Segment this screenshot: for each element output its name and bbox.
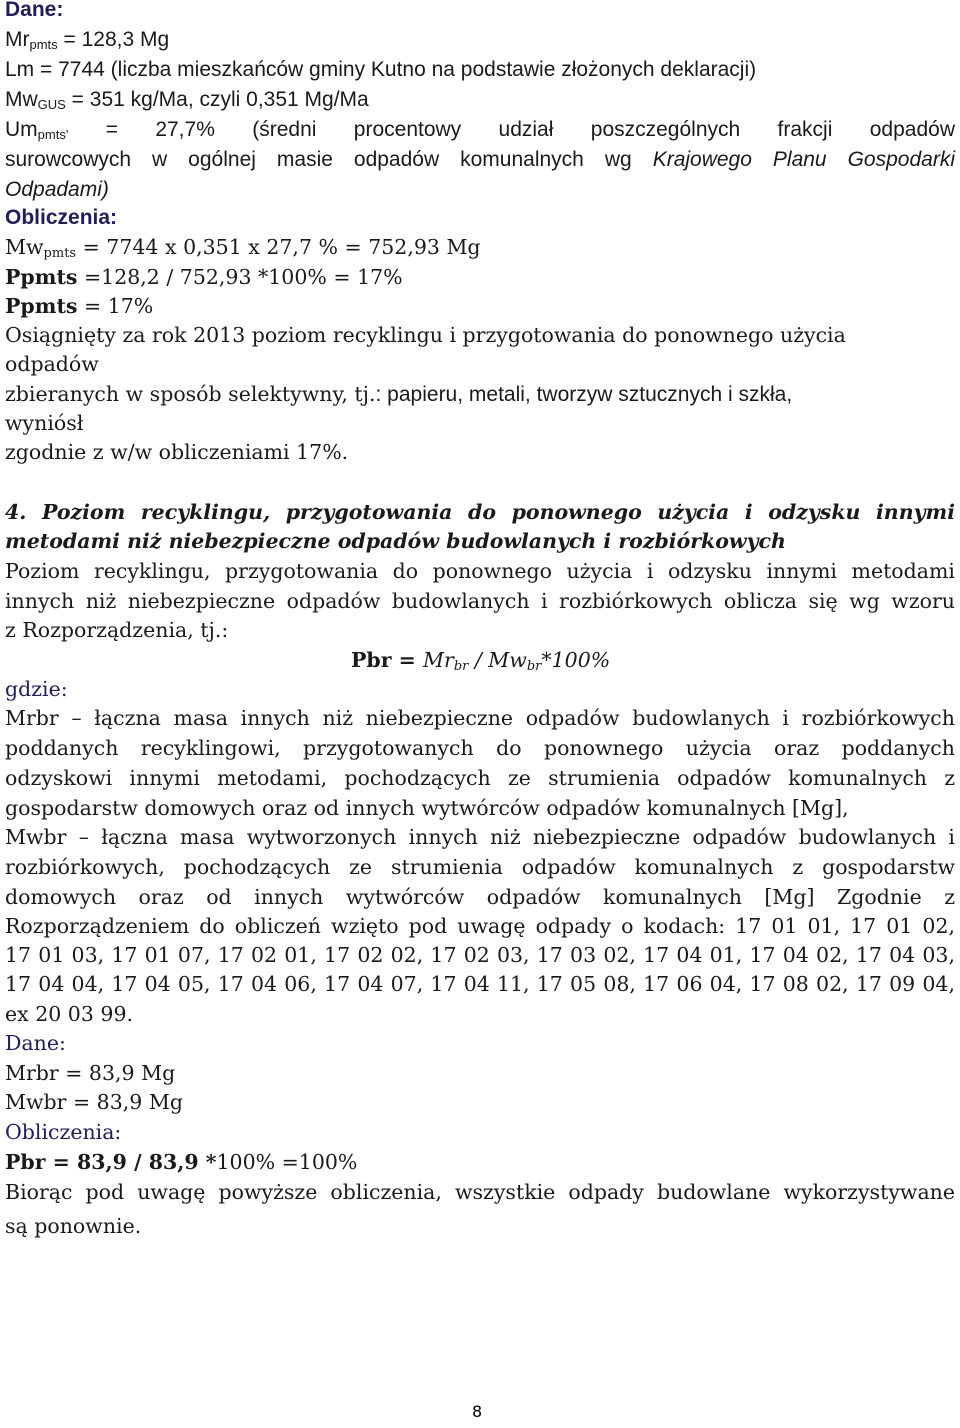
mrbr-value: Mrbr = 83,9 Mg xyxy=(5,1061,176,1085)
mrbr-definition-line-3: odzyskowi innymi metodami, pochodzących ze strumienia odpadów komunalnych z xyxy=(5,766,955,790)
mrbr-definition-line-4: gospodarstw domowych oraz od innych wytwórców odpadów komunalnych [Mg], xyxy=(5,796,849,820)
pbr-formula: Pbr = $Mr_{br} / Mw_{br}*100\%$ xyxy=(351,648,611,674)
result-text-line-2: odpadów xyxy=(5,352,99,376)
mw-pmts-calculation: $Mw_{pmts} = 7744$ x 0,351 x 27,7 % = 752,93 Mg xyxy=(5,235,481,261)
mwbr-definition-line-2: rozbiórkowych, pochodzących ze strumienia odpadów komunalnych z gospodarstw xyxy=(5,855,955,879)
result-text-line-5: zgodnie z w/w obliczeniami 17%. xyxy=(5,440,349,464)
mrbr-definition-line-2: poddanych recyklingowi, przygotowanych do ponownego użycia oraz poddanych xyxy=(5,736,955,760)
um-pmts-line-3: Odpadami) xyxy=(5,178,109,201)
waste-codes-line-2: 17 04 04, 17 04 05, 17 04 06, 17 04 07, 17 04 11, 17 05 08, 17 06 04, 17 08 02, 17 09 04, xyxy=(5,972,955,996)
result-text-line-3: zbieranych w sposób selektywny, tj.: papieru, metali, tworzyw sztucznych i szkła, xyxy=(5,382,793,406)
waste-codes-line-1: 17 01 03, 17 01 07, 17 02 01, 17 02 02, 17 02 03, 17 03 02, 17 04 01, 17 04 02, 17 04 03, xyxy=(5,943,955,967)
result-text-line-4: wyniósł xyxy=(5,411,84,435)
dane-heading-2: Dane: xyxy=(5,1031,66,1055)
intro-line-3: z Rozporządzenia, tj.: xyxy=(5,618,229,642)
mw-gus-line: $Mw_{GUS} = 351$ kg/Ma, czyli 0,351 Mg/Ma xyxy=(5,88,369,112)
um-pmts-line: $Um_{pmts'} = 27,7\%$ (średni procentowy udział poszczególnych frakcji odpadów xyxy=(5,118,955,142)
mr-pmts-line: $Mr_{pmts} = 128,3$ Mg xyxy=(5,28,170,52)
pbr-calculation: Pbr = 83,9 / 83,9 *100% =100% xyxy=(5,1150,358,1174)
intro-line-1: Poziom recyklingu, przygotowania do ponownego użycia i odzysku innymi metodami xyxy=(5,559,955,583)
waste-codes-line-3: ex 20 03 99. xyxy=(5,1002,134,1026)
ppmts-result: Ppmts = 17% xyxy=(5,294,154,318)
obliczenia-heading-2: Obliczenia: xyxy=(5,1120,122,1144)
obliczenia-heading: Obliczenia: xyxy=(5,206,118,229)
section-4-heading-line-2: metodami niż niebezpieczne odpadów budowlanych i rozbiórkowych xyxy=(5,529,786,553)
section-4-heading-line-1: 4. Poziom recyklingu, przygotowania do ponownego użycia i odzysku innymi xyxy=(5,500,955,524)
gdzie-label: gdzie: xyxy=(5,677,68,701)
um-pmts-line-2: surowcowych w ogólnej masie odpadów komunalnych wg Krajowego Planu Gospodarki xyxy=(5,148,955,171)
mwbr-definition-line-1: Mwbr – łączna masa wytworzonych innych niż niebezpieczne odpadów budowlanych i xyxy=(5,825,955,849)
mwbr-definition-line-4: Rozporządzeniem do obliczeń wzięto pod uwagę odpady o kodach: 17 01 01, 17 01 02, xyxy=(5,914,955,938)
mwbr-value: Mwbr = 83,9 Mg xyxy=(5,1090,183,1114)
mrbr-definition-line-1: Mrbr – łączna masa innych niż niebezpieczne odpadów budowlanych i rozbiórkowych xyxy=(5,706,955,730)
ppmts-calculation: Ppmts =128,2 / 752,93 *100% = 17% xyxy=(5,265,403,289)
dane-heading: Dane: xyxy=(5,0,64,21)
mwbr-definition-line-3: domowych oraz od innych wytwórców odpadów komunalnych [Mg] Zgodnie z xyxy=(5,885,955,909)
conclusion-line-1: Biorąc pod uwagę powyższe obliczenia, wszystkie odpady budowlane wykorzystywane xyxy=(5,1180,955,1204)
conclusion-line-2: są ponownie. xyxy=(5,1214,142,1238)
result-text-line-1: Osiągnięty za rok 2013 poziom recyklingu i przygotowania do ponownego użycia xyxy=(5,323,846,347)
intro-line-2: innych niż niebezpieczne odpadów budowlanych i rozbiórkowych oblicza się wg wzoru xyxy=(5,589,955,613)
lm-line: Lm = 7744 (liczba mieszkańców gminy Kutno na podstawie złożonych deklaracji) xyxy=(5,58,757,81)
page-number: 8 xyxy=(472,1402,483,1421)
